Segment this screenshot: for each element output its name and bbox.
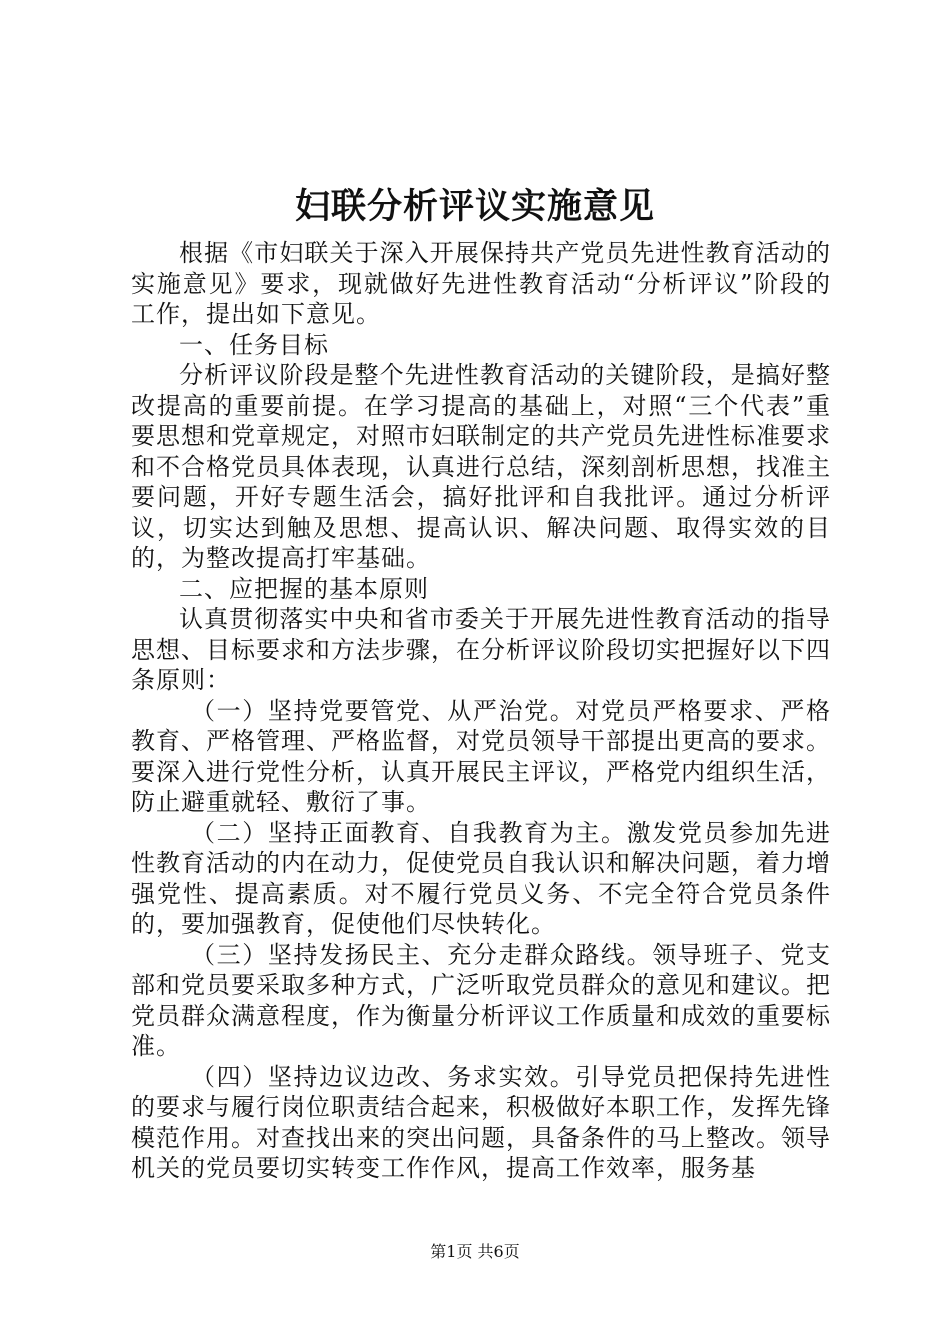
section-heading-task-goal: 一、任务目标 (179, 330, 329, 359)
section-heading-principles: 二、应把握的基本原则 (179, 574, 429, 603)
document-title: 妇联分析评议实施意见 (294, 186, 655, 227)
task-goal-paragraph: 分析评议阶段是整个先进性教育活动的关键阶段，是搞好整改提高的重要前提。在学习提高的基础上，对照“三个代表”重要思想和党章规定，对照市妇联制定的共产党员先进性标准要求和不合格党员具体表现，认真进行总结，深刻剖析思想，找准主要问题，开好专题生活会，搞好批评和自我批评。通过分析评议，切实达到触及思想、提高认识、解决问题、取得实效的目的，为整改提高打牢基础。 (131, 361, 831, 572)
document-body (131, 238, 831, 1184)
principle-3-paragraph: （三）坚持发扬民主、充分走群众路线。领导班子、党支部和党员要采取多种方式，广泛听取党员群众的意见和建议。把党员群众满意程度，作为衡量分析评议工作质量和成效的重要标准。 (131, 940, 831, 1060)
principle-2-paragraph: （二）坚持正面教育、自我教育为主。激发党员参加先进性教育活动的内在动力，促使党员自我认识和解决问题，着力增强党性、提高素质。对不履行党员义务、不完全符合党员条件的，要加强教育，促使他们尽快转化。 (131, 818, 831, 938)
principles-intro-paragraph: 认真贯彻落实中央和省市委关于开展先进性教育活动的指导思想、目标要求和方法步骤，在分析评议阶段切实把握好以下四条原则： (131, 605, 831, 694)
page-number-footer: 第1页 共6页 (430, 1242, 520, 1261)
principle-4-paragraph: （四）坚持边议边改、务求实效。引导党员把保持先进性的要求与履行岗位职责结合起来，积极做好本职工作，发挥先锋模范作用。对查找出来的突出问题，具备条件的马上整改。领导机关的党员要切实转变工作作风，提高工作效率，服务基 (131, 1062, 831, 1182)
principle-1-paragraph: （一）坚持党要管党、从严治党。对党员严格要求、严格教育、严格管理、严格监督，对党员领导干部提出更高的要求。要深入进行党性分析，认真开展民主评议，严格党内组织生活，防止避重就轻、敷衍了事。 (131, 696, 831, 816)
intro-paragraph: 根据《市妇联关于深入开展保持共产党员先进性教育活动的实施意见》要求，现就做好先进性教育活动“分析评议”阶段的工作，提出如下意见。 (131, 239, 831, 328)
